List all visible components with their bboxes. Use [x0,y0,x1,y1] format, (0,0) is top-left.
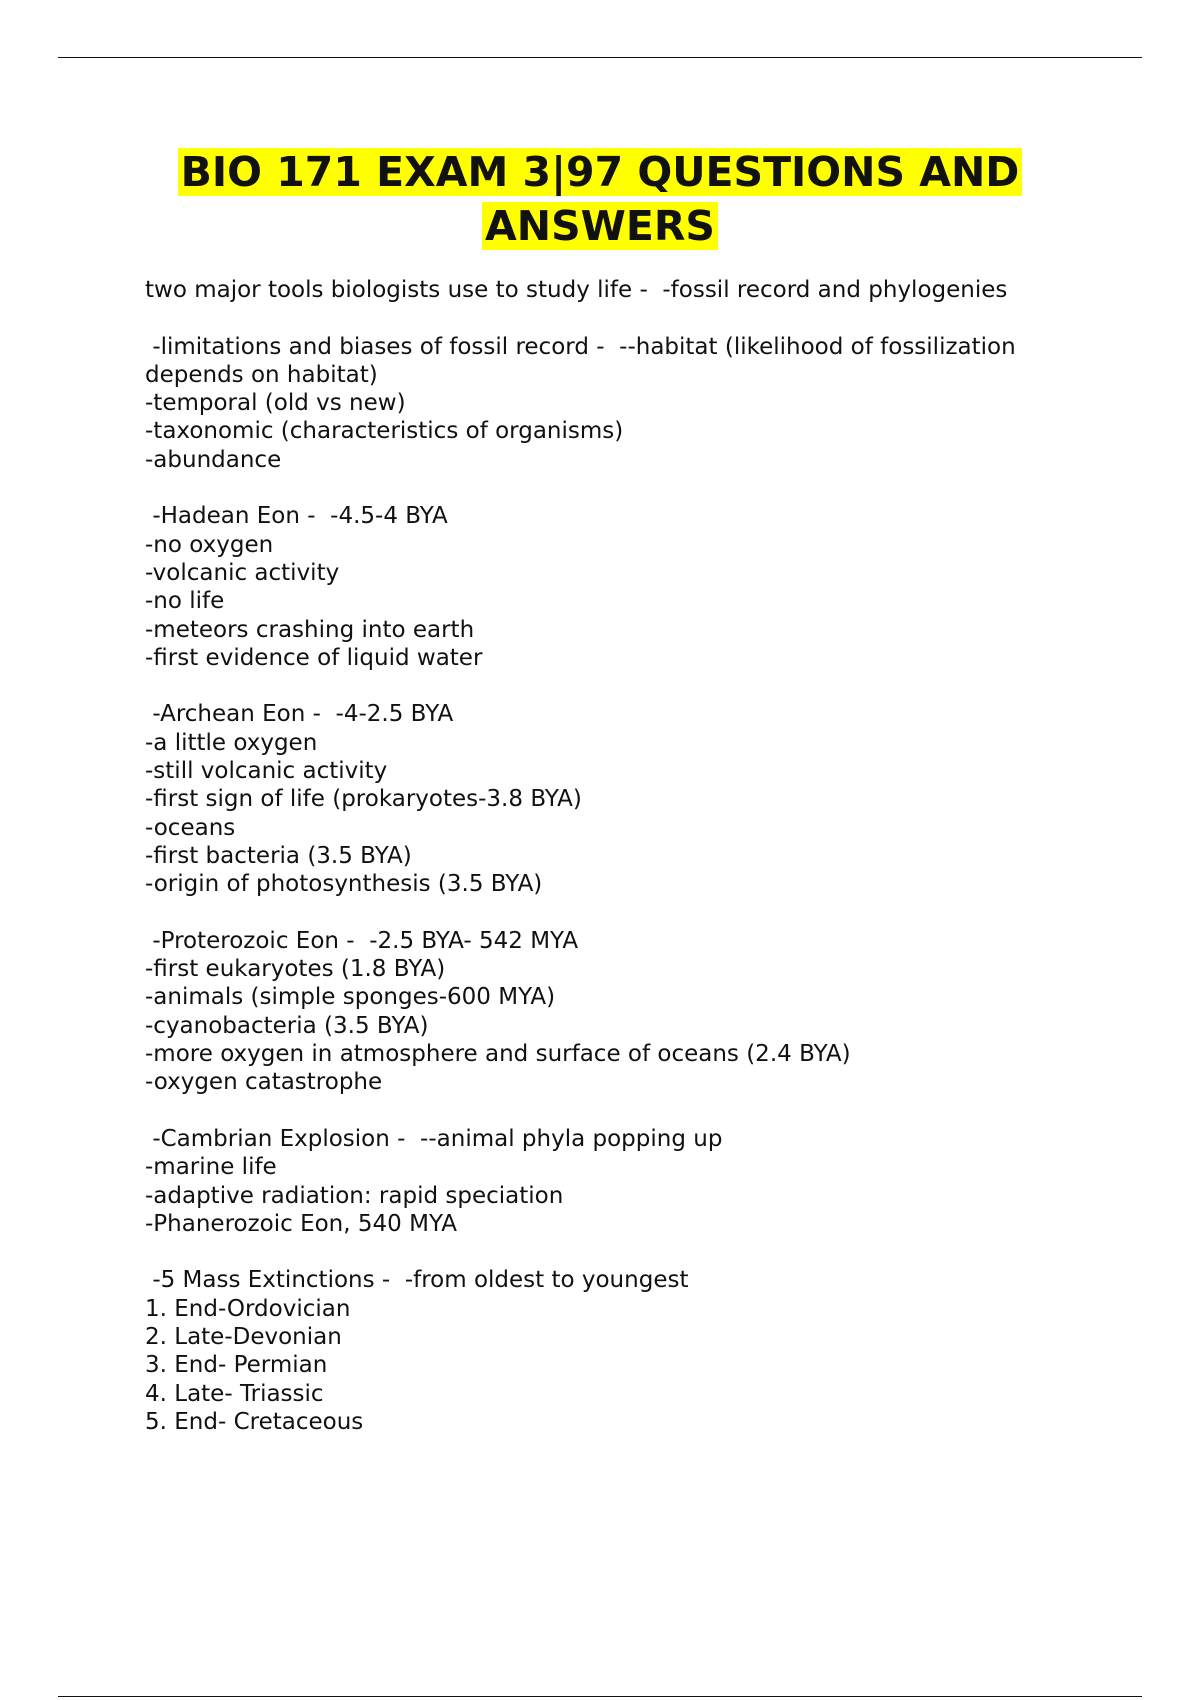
qa-line: -animals (simple sponges-600 MYA) [145,984,556,1011]
qa-line: -first evidence of liquid water [145,644,483,671]
qa-entry [145,276,1095,304]
qa-line: -taxonomic (characteristics of organisms) [145,418,624,445]
qa-entry [145,333,1095,474]
qa-content [145,276,1095,1464]
qa-line: -limitations and biases of fossil record - --habitat (likelihood of fossilization depends on habitat) [145,333,1023,388]
qa-line: -no oxygen [145,531,274,558]
qa-line: -abundance [145,446,282,473]
qa-line: -volcanic activity [145,559,340,586]
qa-line: -temporal (old vs new) [145,390,406,417]
footer-rule [58,1696,1142,1697]
qa-line: -no life [145,588,225,615]
qa-line: -meteors crashing into earth [145,616,475,643]
qa-line: 4. Late- Triassic [145,1380,324,1407]
qa-line: -origin of photosynthesis (3.5 BYA) [145,871,543,898]
title-line-1: BIO 171 EXAM 3|97 QUESTIONS AND [178,148,1023,196]
qa-line: -Phanerozoic Eon, 540 MYA [145,1210,457,1237]
qa-line: -still volcanic activity [145,758,388,785]
qa-line: -oceans [145,814,236,841]
qa-line: -Cambrian Explosion - --animal phyla popping up [145,1125,723,1152]
document-title [100,145,1100,253]
qa-entry [145,700,1095,898]
qa-line: -Hadean Eon - -4.5-4 BYA [145,503,448,530]
qa-entry [145,1266,1095,1436]
qa-entry [145,927,1095,1097]
header-rule [58,57,1142,58]
qa-line: two major tools biologists use to study life - -fossil record and phylogenies [145,277,1008,303]
qa-line: -Archean Eon - -4-2.5 BYA [145,701,454,728]
qa-line: -first bacteria (3.5 BYA) [145,842,412,869]
qa-line: -adaptive radiation: rapid speciation [145,1182,564,1209]
qa-entry [145,1125,1095,1238]
qa-line: 1. End-Ordovician [145,1295,351,1322]
qa-line: 3. End- Permian [145,1352,328,1379]
qa-line: -first eukaryotes (1.8 BYA) [145,956,446,983]
qa-line: -cyanobacteria (3.5 BYA) [145,1012,429,1039]
title-line-2: ANSWERS [482,202,718,250]
qa-line: -oxygen catastrophe [145,1069,383,1096]
qa-line: 5. End- Cretaceous [145,1408,364,1435]
qa-line: -5 Mass Extinctions - -from oldest to youngest [145,1267,689,1294]
qa-line: -a little oxygen [145,729,318,756]
qa-line: -more oxygen in atmosphere and surface of oceans (2.4 BYA) [145,1041,851,1068]
qa-line: -first sign of life (prokaryotes-3.8 BYA) [145,786,582,813]
qa-line: -marine life [145,1154,277,1181]
qa-line: 2. Late-Devonian [145,1323,342,1350]
qa-entry [145,502,1095,672]
qa-line: -Proterozoic Eon - -2.5 BYA- 542 MYA [145,927,579,954]
